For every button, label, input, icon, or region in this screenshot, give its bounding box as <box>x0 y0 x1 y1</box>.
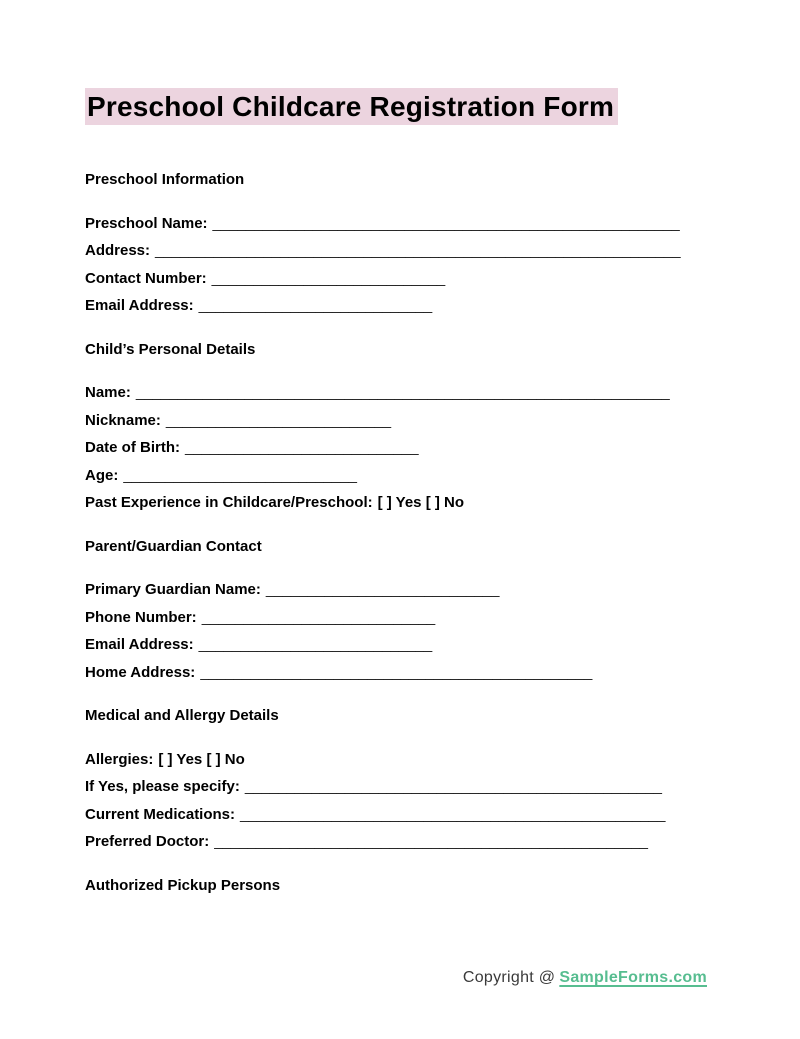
section-childs-personal-details <box>85 336 710 517</box>
section-parent-guardian-contact <box>85 533 710 687</box>
field-blank-line: ____________________________________________________ <box>214 833 649 850</box>
field-label: Current Medications: <box>85 805 236 823</box>
section-medical-and-allergy-details <box>85 702 710 856</box>
field-age <box>85 462 710 490</box>
field-blank-line: ____________________________ <box>185 439 419 456</box>
form-content <box>85 88 710 915</box>
field-label: Address: <box>85 242 151 259</box>
field-if-yes-please-specify <box>85 773 710 801</box>
field-blank-line: ____________________________ <box>265 581 500 598</box>
section-preschool-information <box>85 166 710 320</box>
field-date-of-birth <box>85 434 710 462</box>
copyright-text: Copyright @ <box>462 969 556 986</box>
field-email-address <box>85 292 710 320</box>
section-heading-childs-personal-details: Child’s Personal Details <box>85 340 256 358</box>
field-current-medications <box>85 801 710 829</box>
footer <box>463 966 707 990</box>
yes-no-checkbox-options: [ ] Yes [ ] No <box>377 494 465 511</box>
sampleforms-link[interactable]: SampleForms.com <box>559 969 707 986</box>
field-blank-line: ____________________________ <box>211 269 446 287</box>
field-label: Preferred Doctor: <box>85 833 210 850</box>
field-blank-line: ____________________________ <box>123 466 357 484</box>
form-title: Preschool Childcare Registration Form <box>85 88 618 125</box>
field-allergies <box>85 746 710 774</box>
field-label: Phone Number: <box>85 608 197 626</box>
field-label: Contact Number: <box>85 269 207 287</box>
field-past-experience <box>85 489 710 517</box>
field-label: Name: <box>85 384 131 401</box>
field-contact-number <box>85 265 710 293</box>
field-blank-line: ________________________________________________________ <box>212 214 680 232</box>
field-blank-line: ___________________________________________________ <box>240 805 666 823</box>
field-label: Past Experience in Childcare/Preschool: <box>85 494 373 511</box>
field-home-address <box>85 659 710 687</box>
field-address <box>85 237 710 265</box>
field-label: Preschool Name: <box>85 214 208 232</box>
section-heading-medical-and-allergy-details: Medical and Allergy Details <box>85 707 279 724</box>
field-phone-number <box>85 604 710 632</box>
field-label: Allergies: <box>85 750 154 768</box>
section-authorized-pickup-persons <box>85 872 710 900</box>
field-blank-line: __________________________________________________ <box>244 778 662 795</box>
field-blank-line: ____________________________ <box>201 608 436 626</box>
field-label: Date of Birth: <box>85 439 180 456</box>
field-nickname <box>85 407 710 435</box>
field-blank-line: ___________________________ <box>165 411 392 429</box>
field-preferred-doctor <box>85 828 710 856</box>
section-heading-parent-guardian-contact: Parent/Guardian Contact <box>85 537 262 555</box>
yes-no-checkbox-options: [ ] Yes [ ] No <box>158 750 245 768</box>
field-label: Email Address: <box>85 636 194 653</box>
field-guardian-email-address <box>85 631 710 659</box>
field-blank-line: _______________________________________________ <box>200 663 593 681</box>
field-name <box>85 379 710 407</box>
field-label: If Yes, please specify: <box>85 778 240 795</box>
field-blank-line: ____________________________ <box>198 297 433 314</box>
field-blank-line: ________________________________________________________________ <box>135 384 670 401</box>
field-label: Age: <box>85 466 119 484</box>
field-primary-guardian-name <box>85 576 710 604</box>
section-heading-authorized-pickup-persons: Authorized Pickup Persons <box>85 876 281 894</box>
field-blank-line: _______________________________________________________________ <box>155 242 681 259</box>
section-heading-preschool-information: Preschool Information <box>85 171 245 188</box>
field-label: Home Address: <box>85 663 196 681</box>
field-blank-line: ____________________________ <box>198 636 433 653</box>
field-label: Email Address: <box>85 297 194 314</box>
field-label: Nickname: <box>85 411 161 429</box>
field-label: Primary Guardian Name: <box>85 581 261 598</box>
field-preschool-name <box>85 210 710 238</box>
